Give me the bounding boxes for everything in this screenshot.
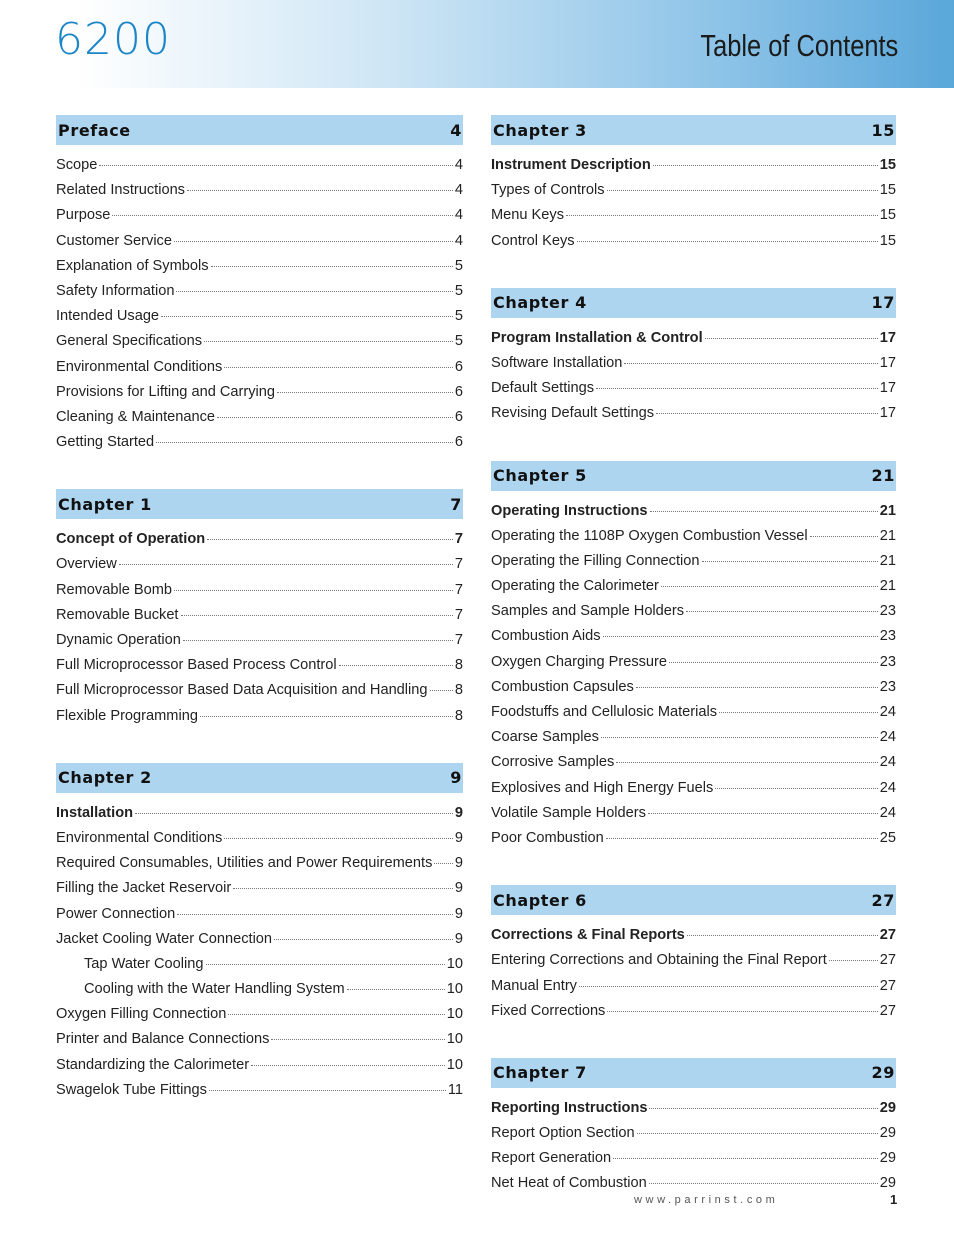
toc-entry[interactable] bbox=[491, 207, 896, 232]
footer-url[interactable]: www.parrinst.com bbox=[634, 1194, 779, 1206]
toc-entry[interactable] bbox=[56, 1006, 463, 1031]
toc-entry[interactable] bbox=[491, 578, 896, 603]
toc-entry[interactable] bbox=[491, 233, 896, 258]
toc-entry-label: Samples and Sample Holders bbox=[491, 603, 685, 620]
toc-entry-page: 15 bbox=[879, 157, 896, 173]
toc-section bbox=[56, 763, 463, 1107]
dot-leader bbox=[601, 737, 878, 738]
dot-leader bbox=[810, 536, 878, 537]
toc-entry[interactable] bbox=[491, 679, 896, 704]
toc-entry-label: Types of Controls bbox=[491, 182, 605, 199]
toc-entry-label: Purpose bbox=[56, 207, 111, 224]
toc-entry[interactable] bbox=[491, 830, 896, 855]
toc-entry-label: Menu Keys bbox=[491, 207, 565, 224]
toc-entry-list bbox=[491, 915, 896, 1028]
dot-leader bbox=[653, 165, 878, 166]
toc-entry[interactable] bbox=[56, 931, 463, 956]
toc-entry[interactable] bbox=[56, 682, 463, 707]
dot-leader bbox=[224, 838, 453, 839]
toc-entry[interactable] bbox=[491, 182, 896, 207]
toc-entry-page: 7 bbox=[454, 606, 463, 623]
toc-entry-label: Installation bbox=[56, 804, 134, 821]
toc-entry-label: Entering Corrections and Obtaining the Final Report bbox=[491, 952, 827, 969]
toc-entry[interactable] bbox=[56, 308, 463, 333]
dot-leader bbox=[624, 363, 877, 364]
toc-entry-page: 8 bbox=[454, 657, 463, 674]
toc-entry-label: Printer and Balance Connections bbox=[56, 1031, 270, 1048]
section-page-number: 29 bbox=[871, 1063, 895, 1083]
dot-leader bbox=[177, 914, 453, 915]
toc-entry-label: General Specifications bbox=[56, 333, 203, 350]
toc-entry[interactable] bbox=[56, 880, 463, 905]
section-page-number: 21 bbox=[871, 466, 895, 485]
toc-entry-page: 24 bbox=[879, 704, 896, 720]
dot-leader bbox=[206, 964, 445, 965]
toc-entry-label: Oxygen Filling Connection bbox=[56, 1006, 227, 1023]
toc-entry-label: Cooling with the Water Handling System bbox=[84, 981, 345, 998]
dot-leader bbox=[174, 590, 453, 591]
dot-leader bbox=[207, 539, 453, 540]
toc-entry-label: Combustion Capsules bbox=[491, 678, 634, 695]
toc-entry-label: Removable Bomb bbox=[56, 581, 172, 598]
toc-entry-label: Environmental Conditions bbox=[56, 358, 223, 375]
toc-entry-label: Flexible Programming bbox=[56, 707, 198, 724]
toc-entry-label: Software Installation bbox=[491, 354, 623, 371]
dot-leader bbox=[613, 1158, 878, 1159]
toc-entry-label: Operating the Calorimeter bbox=[491, 578, 659, 595]
toc-entry[interactable] bbox=[491, 978, 896, 1003]
toc-entry[interactable] bbox=[491, 1100, 896, 1125]
toc-entry[interactable] bbox=[56, 333, 463, 358]
dot-leader bbox=[566, 215, 878, 216]
toc-entry[interactable] bbox=[56, 805, 463, 830]
toc-entry-label: Scope bbox=[56, 157, 98, 173]
toc-entry[interactable] bbox=[491, 729, 896, 754]
toc-entry-page: 5 bbox=[454, 257, 463, 274]
toc-entry-page: 27 bbox=[879, 927, 896, 944]
dot-leader bbox=[204, 341, 453, 342]
dot-leader bbox=[274, 939, 453, 940]
toc-entry-label: Filling the Jacket Reservoir bbox=[56, 880, 232, 897]
toc-entry-page: 5 bbox=[454, 282, 463, 299]
toc-entry-page: 4 bbox=[454, 232, 463, 249]
toc-entry[interactable] bbox=[491, 704, 896, 729]
section-heading[interactable] bbox=[491, 461, 896, 491]
section-page-number: 9 bbox=[450, 768, 462, 788]
dot-leader bbox=[156, 442, 453, 443]
dot-leader bbox=[251, 1065, 445, 1066]
toc-entry-label: Oxygen Charging Pressure bbox=[491, 653, 668, 670]
section-title: Chapter 1 bbox=[58, 494, 152, 514]
section-heading[interactable] bbox=[56, 489, 463, 519]
toc-entry[interactable] bbox=[491, 628, 896, 653]
dot-leader bbox=[829, 960, 878, 961]
toc-entry-label: Intended Usage bbox=[56, 308, 160, 325]
toc-entry-page: 24 bbox=[879, 804, 896, 821]
toc-entry-list bbox=[491, 1088, 896, 1201]
toc-entry-page: 9 bbox=[454, 905, 463, 922]
toc-entry-label: Cleaning & Maintenance bbox=[56, 408, 216, 425]
toc-entry-page: 29 bbox=[879, 1099, 896, 1116]
toc-entry-page: 23 bbox=[879, 653, 896, 670]
toc-entry-page: 24 bbox=[879, 729, 896, 746]
toc-entry[interactable] bbox=[56, 409, 463, 434]
toc-entry-label: Combustion Aids bbox=[491, 628, 601, 645]
toc-entry-page: 9 bbox=[454, 855, 463, 872]
toc-entry-page: 7 bbox=[454, 632, 463, 648]
toc-entry-page: 9 bbox=[454, 930, 463, 947]
toc-entry[interactable] bbox=[56, 434, 463, 459]
toc-entry[interactable] bbox=[491, 157, 896, 182]
toc-entry[interactable] bbox=[56, 657, 463, 682]
toc-entry[interactable] bbox=[56, 607, 463, 632]
toc-entry-page: 29 bbox=[879, 1125, 896, 1142]
toc-entry[interactable] bbox=[56, 830, 463, 855]
dot-leader bbox=[430, 690, 453, 691]
toc-section bbox=[491, 461, 896, 856]
dot-leader bbox=[183, 640, 453, 641]
section-page-number: 27 bbox=[871, 890, 895, 910]
toc-entry[interactable] bbox=[491, 380, 896, 405]
toc-entry[interactable] bbox=[56, 258, 463, 283]
dot-leader bbox=[228, 1014, 444, 1015]
toc-entry-label: Removable Bucket bbox=[56, 606, 179, 623]
toc-entry-label: Report Option Section bbox=[491, 1125, 635, 1142]
toc-entry[interactable] bbox=[56, 906, 463, 931]
toc-entry-label: Program Installation & Control bbox=[491, 329, 703, 346]
dot-leader bbox=[661, 586, 878, 587]
section-page-number: 15 bbox=[871, 120, 895, 140]
toc-entry-label: Related Instructions bbox=[56, 182, 185, 199]
toc-entry-page: 17 bbox=[879, 329, 896, 346]
dot-leader bbox=[347, 989, 445, 990]
toc-entry[interactable] bbox=[56, 956, 463, 981]
section-heading[interactable] bbox=[491, 115, 896, 145]
dot-leader bbox=[649, 1183, 878, 1184]
section-heading[interactable] bbox=[56, 115, 463, 145]
dot-leader bbox=[174, 241, 453, 242]
toc-entry-label: Fixed Corrections bbox=[491, 1002, 606, 1019]
toc-entry-page: 10 bbox=[446, 955, 463, 972]
dot-leader bbox=[603, 636, 878, 637]
dot-leader bbox=[719, 712, 878, 713]
toc-entry-label: Operating Instructions bbox=[491, 502, 648, 519]
toc-entry-label: Coarse Samples bbox=[491, 729, 599, 746]
footer-page-number: 1 bbox=[890, 1192, 898, 1207]
toc-entry[interactable] bbox=[56, 283, 463, 308]
toc-entry-label: Foodstuffs and Cellulosic Materials bbox=[491, 704, 718, 720]
toc-entry-page: 6 bbox=[454, 434, 463, 451]
toc-entry-page: 25 bbox=[879, 829, 896, 846]
toc-entry-list bbox=[491, 145, 896, 258]
toc-entry-page: 10 bbox=[446, 1006, 463, 1023]
toc-entry[interactable] bbox=[491, 355, 896, 380]
toc-entry-page: 23 bbox=[879, 603, 896, 620]
section-heading[interactable] bbox=[491, 288, 896, 318]
toc-entry-page: 9 bbox=[454, 829, 463, 846]
dot-leader bbox=[648, 813, 878, 814]
model-number: 6200 bbox=[55, 14, 171, 65]
toc-entry-label: Customer Service bbox=[56, 232, 172, 249]
toc-entry-label: Manual Entry bbox=[491, 977, 577, 994]
toc-entry-page: 27 bbox=[879, 952, 896, 969]
dot-leader bbox=[176, 291, 452, 292]
dot-leader bbox=[686, 611, 878, 612]
toc-entry[interactable] bbox=[56, 1082, 463, 1107]
toc-entry[interactable] bbox=[491, 1125, 896, 1150]
toc-entry-label: Explosives and High Energy Fuels bbox=[491, 779, 714, 796]
section-title: Chapter 3 bbox=[493, 120, 587, 140]
toc-entry-label: Dynamic Operation bbox=[56, 632, 181, 648]
toc-entry-page: 5 bbox=[454, 333, 463, 350]
toc-right-column bbox=[491, 115, 896, 1201]
toc-entry-label: Volatile Sample Holders bbox=[491, 804, 646, 821]
dot-leader bbox=[233, 888, 453, 889]
toc-entry-label: Default Settings bbox=[491, 380, 595, 397]
dot-leader bbox=[636, 687, 878, 688]
toc-entry-page: 4 bbox=[454, 157, 463, 173]
dot-leader bbox=[277, 392, 453, 393]
toc-entry-page: 11 bbox=[447, 1081, 463, 1098]
toc-entry-label: Required Consumables, Utilities and Power Requirements bbox=[56, 855, 433, 872]
toc-section bbox=[491, 1058, 896, 1201]
toc-entry-page: 29 bbox=[879, 1175, 896, 1192]
dot-leader bbox=[135, 813, 453, 814]
toc-entry[interactable] bbox=[56, 855, 463, 880]
dot-leader bbox=[606, 838, 878, 839]
page-header bbox=[0, 0, 954, 88]
toc-entry-label: Concept of Operation bbox=[56, 531, 206, 548]
toc-entry[interactable] bbox=[491, 780, 896, 805]
toc-entry[interactable] bbox=[491, 528, 896, 553]
dot-leader bbox=[702, 561, 878, 562]
toc-entry-label: Explanation of Symbols bbox=[56, 257, 209, 274]
toc-entry[interactable] bbox=[56, 708, 463, 733]
toc-entry-page: 6 bbox=[454, 383, 463, 400]
toc-entry[interactable] bbox=[56, 233, 463, 258]
section-title: Chapter 5 bbox=[493, 466, 587, 485]
toc-entry-page: 29 bbox=[879, 1150, 896, 1167]
toc-entry-page: 7 bbox=[454, 556, 463, 573]
toc-entry-label: Net Heat of Combustion bbox=[491, 1175, 647, 1192]
toc-entry-page: 23 bbox=[879, 678, 896, 695]
toc-entry[interactable] bbox=[491, 553, 896, 578]
dot-leader bbox=[224, 367, 453, 368]
toc-section bbox=[56, 115, 463, 459]
toc-entry-page: 17 bbox=[879, 405, 896, 422]
toc-entry-page: 15 bbox=[879, 207, 896, 224]
dot-leader bbox=[616, 762, 877, 763]
toc-entry[interactable] bbox=[56, 981, 463, 1006]
section-title: Chapter 2 bbox=[58, 768, 152, 788]
section-title: Chapter 7 bbox=[493, 1063, 587, 1083]
toc-entry[interactable] bbox=[491, 1003, 896, 1028]
toc-entry[interactable] bbox=[56, 384, 463, 409]
toc-entry-page: 10 bbox=[446, 981, 463, 998]
toc-entry[interactable] bbox=[491, 952, 896, 977]
dot-leader bbox=[217, 417, 453, 418]
dot-leader bbox=[119, 564, 453, 565]
toc-entry-page: 21 bbox=[879, 527, 896, 544]
section-title: Chapter 4 bbox=[493, 293, 587, 313]
toc-entry-page: 7 bbox=[454, 581, 463, 598]
dot-leader bbox=[271, 1039, 444, 1040]
toc-entry-page: 7 bbox=[454, 531, 463, 548]
toc-entry-list bbox=[491, 318, 896, 431]
toc-entry[interactable] bbox=[56, 531, 463, 556]
dot-leader bbox=[715, 788, 878, 789]
dot-leader bbox=[211, 266, 453, 267]
toc-entry-page: 5 bbox=[454, 308, 463, 325]
toc-entry[interactable] bbox=[56, 359, 463, 384]
dot-leader bbox=[596, 388, 878, 389]
toc-entry[interactable] bbox=[56, 157, 463, 182]
toc-entry[interactable] bbox=[491, 927, 896, 952]
toc-entry-list bbox=[56, 519, 463, 733]
toc-entry-page: 21 bbox=[879, 502, 896, 519]
toc-entry-label: Revising Default Settings bbox=[491, 405, 655, 422]
toc-entry[interactable] bbox=[56, 1057, 463, 1082]
toc-entry[interactable] bbox=[56, 207, 463, 232]
toc-entry[interactable] bbox=[491, 405, 896, 430]
dot-leader bbox=[607, 1011, 877, 1012]
toc-entry-page: 24 bbox=[879, 754, 896, 771]
toc-entry[interactable] bbox=[491, 805, 896, 830]
toc-entry-label: Corrosive Samples bbox=[491, 754, 615, 771]
toc-entry-label: Power Connection bbox=[56, 905, 176, 922]
section-heading[interactable] bbox=[56, 763, 463, 793]
dot-leader bbox=[687, 935, 878, 936]
toc-entry-page: 8 bbox=[454, 682, 463, 699]
toc-entry[interactable] bbox=[491, 1150, 896, 1175]
toc-entry-page: 27 bbox=[879, 977, 896, 994]
toc-entry-list bbox=[56, 145, 463, 459]
toc-entry-label: Overview bbox=[56, 556, 117, 573]
toc-entry-label: Instrument Description bbox=[491, 157, 651, 173]
toc-entry-label: Getting Started bbox=[56, 434, 155, 451]
dot-leader bbox=[579, 986, 878, 987]
toc-entry-page: 15 bbox=[879, 232, 896, 249]
toc-entry[interactable] bbox=[56, 556, 463, 581]
dot-leader bbox=[577, 241, 878, 242]
toc-entry-page: 8 bbox=[454, 707, 463, 724]
toc-section bbox=[491, 885, 896, 1028]
toc-entry-label: Safety Information bbox=[56, 282, 175, 299]
dot-leader bbox=[649, 1108, 877, 1109]
toc-entry-page: 4 bbox=[454, 182, 463, 199]
dot-leader bbox=[200, 716, 453, 717]
dot-leader bbox=[187, 190, 453, 191]
toc-entry-page: 6 bbox=[454, 408, 463, 425]
toc-entry-page: 6 bbox=[454, 358, 463, 375]
toc-entry-list bbox=[56, 793, 463, 1107]
toc-entry-label: Jacket Cooling Water Connection bbox=[56, 930, 273, 947]
toc-entry-page: 17 bbox=[879, 380, 896, 397]
toc-entry-page: 27 bbox=[879, 1002, 896, 1019]
toc-entry-label: Full Microprocessor Based Data Acquisition and Handling bbox=[56, 682, 428, 699]
section-title: Preface bbox=[58, 120, 131, 140]
dot-leader bbox=[669, 662, 878, 663]
toc-entry-label: Corrections & Final Reports bbox=[491, 927, 685, 944]
section-page-number: 4 bbox=[450, 120, 462, 140]
toc-section bbox=[56, 489, 463, 733]
toc-entry-label: Swagelok Tube Fittings bbox=[56, 1081, 207, 1098]
document-title: Table of Contents bbox=[700, 28, 898, 63]
toc-entry-page: 4 bbox=[454, 207, 463, 224]
dot-leader bbox=[339, 665, 453, 666]
toc-section bbox=[491, 115, 896, 258]
toc-entry-label: Control Keys bbox=[491, 232, 575, 249]
section-page-number: 17 bbox=[871, 293, 895, 313]
dot-leader bbox=[434, 863, 453, 864]
dot-leader bbox=[181, 615, 453, 616]
toc-entry-label: Poor Combustion bbox=[491, 829, 604, 846]
toc-entry-page: 17 bbox=[879, 354, 896, 371]
toc-entry-label: Environmental Conditions bbox=[56, 829, 223, 846]
toc-entry-label: Tap Water Cooling bbox=[84, 955, 204, 972]
toc-entry[interactable] bbox=[491, 603, 896, 628]
toc-entry-page: 24 bbox=[879, 779, 896, 796]
dot-leader bbox=[607, 190, 878, 191]
dot-leader bbox=[209, 1090, 446, 1091]
section-heading[interactable] bbox=[491, 1058, 896, 1088]
toc-entry[interactable] bbox=[491, 754, 896, 779]
toc-entry-label: Operating the 1108P Oxygen Combustion Vessel bbox=[491, 527, 808, 544]
toc-entry-page: 23 bbox=[879, 628, 896, 645]
toc-entry-label: Standardizing the Calorimeter bbox=[56, 1056, 250, 1073]
toc-entry-label: Reporting Instructions bbox=[491, 1099, 648, 1116]
dot-leader bbox=[705, 338, 878, 339]
toc-entry-page: 21 bbox=[879, 552, 896, 569]
toc-left-column bbox=[56, 115, 463, 1107]
section-page-number: 7 bbox=[450, 494, 462, 514]
section-title: Chapter 6 bbox=[493, 890, 587, 910]
dot-leader bbox=[656, 413, 878, 414]
dot-leader bbox=[650, 511, 878, 512]
toc-entry-label: Operating the Filling Connection bbox=[491, 552, 700, 569]
dot-leader bbox=[637, 1133, 878, 1134]
toc-entry-list bbox=[491, 491, 896, 856]
toc-entry-label: Provisions for Lifting and Carrying bbox=[56, 383, 276, 400]
dot-leader bbox=[112, 215, 453, 216]
toc-entry-label: Full Microprocessor Based Process Control bbox=[56, 657, 337, 674]
toc-entry-page: 10 bbox=[446, 1056, 463, 1073]
toc-entry[interactable] bbox=[491, 330, 896, 355]
toc-section bbox=[491, 288, 896, 431]
toc-entry-page: 10 bbox=[446, 1031, 463, 1048]
toc-entry[interactable] bbox=[56, 1031, 463, 1056]
toc-entry-page: 9 bbox=[454, 880, 463, 897]
toc-entry[interactable] bbox=[491, 503, 896, 528]
toc-entry[interactable] bbox=[56, 182, 463, 207]
dot-leader bbox=[161, 316, 453, 317]
toc-entry[interactable] bbox=[56, 632, 463, 657]
toc-entry-page: 15 bbox=[879, 182, 896, 199]
toc-entry[interactable] bbox=[56, 582, 463, 607]
toc-entry-label: Report Generation bbox=[491, 1150, 612, 1167]
section-heading[interactable] bbox=[491, 885, 896, 915]
toc-entry[interactable] bbox=[491, 654, 896, 679]
toc-entry-page: 21 bbox=[879, 578, 896, 595]
toc-entry-page: 9 bbox=[454, 804, 463, 821]
dot-leader bbox=[99, 165, 452, 166]
